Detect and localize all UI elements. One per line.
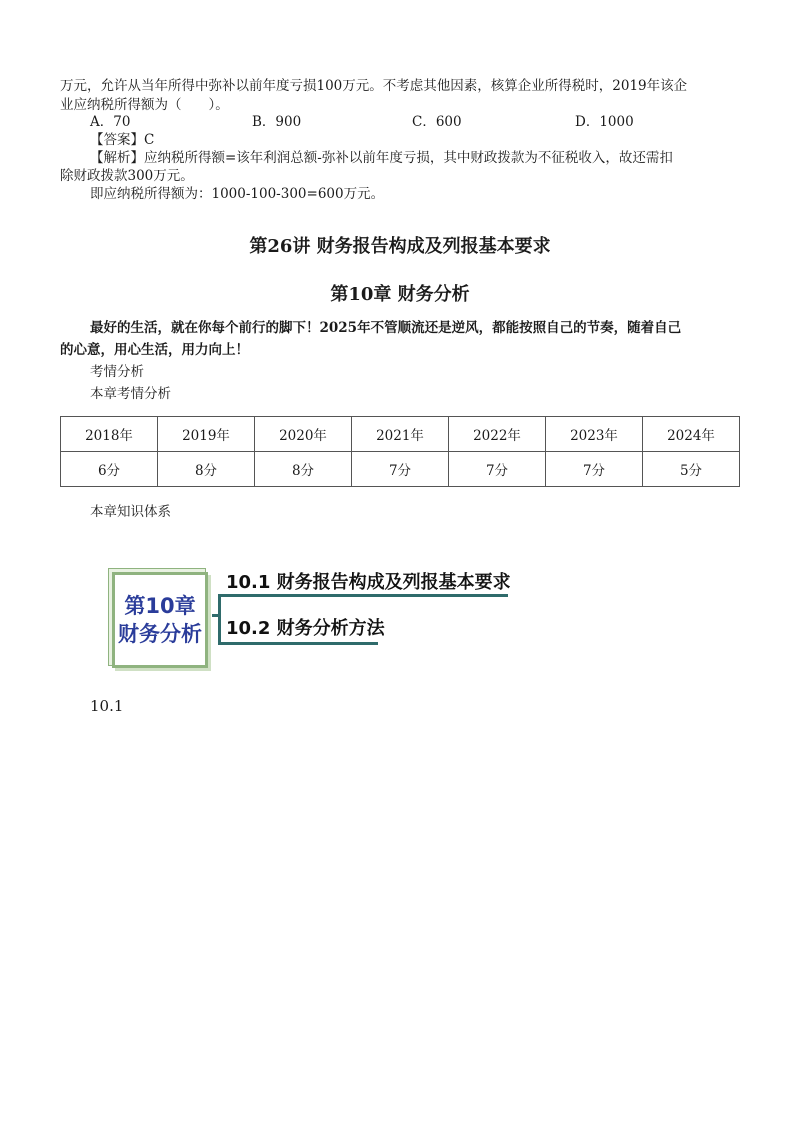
chapter-box: [112, 572, 208, 668]
table-row-years: [61, 417, 740, 452]
branch-10-1-label: 10.1 财务报告构成及列报基本要求: [226, 572, 511, 593]
table-cell-year: 2022年: [449, 417, 546, 452]
question-text-line-1: 万元，允许从当年所得中弥补以前年度亏损100万元。不考虑其他因素，核算企业所得税时，2019年该企: [60, 78, 688, 94]
table-cell-score: 7分: [352, 452, 449, 487]
table-cell-year: 2020年: [255, 417, 352, 452]
table-cell-year: 2021年: [352, 417, 449, 452]
knowledge-structure-diagram: [108, 568, 518, 678]
table-cell-score: 5分: [643, 452, 740, 487]
connector-branch-1: [218, 594, 508, 597]
table-cell-score: 7分: [449, 452, 546, 487]
analysis-line-2: 除财政拨款300万元。: [60, 168, 194, 184]
connector-branch-2: [218, 642, 378, 645]
section-knowledge-heading: 本章知识体系: [90, 504, 171, 520]
table-cell-year: 2024年: [643, 417, 740, 452]
table-cell-year: 2019年: [158, 417, 255, 452]
answer-text: 【答案】C: [90, 132, 155, 148]
connector-vertical: [218, 594, 221, 644]
branch-10-2-label: 10.2 财务分析方法: [226, 618, 385, 639]
motto-line-2: 的心意，用心生活，用力向上！: [60, 342, 249, 358]
chapter-box-line-1: 第10章: [124, 594, 196, 618]
exam-score-table: [60, 416, 740, 487]
section-exam-subheading: 本章考情分析: [90, 386, 171, 402]
table-row-scores: [61, 452, 740, 487]
section-exam-heading: 考情分析: [90, 364, 144, 380]
table-cell-score: 8分: [158, 452, 255, 487]
table-cell-score: 7分: [546, 452, 643, 487]
motto-line-1: 最好的生活，就在你每个前行的脚下！2025年不管顺流还是逆风，都能按照自己的节奏，随着自己: [90, 320, 682, 336]
option-c: C．600: [412, 114, 462, 130]
table-cell-score: 6分: [61, 452, 158, 487]
option-a: A．70: [90, 114, 131, 130]
question-text-line-2: 业应纳税所得额为（ ）。: [60, 97, 229, 113]
analysis-line-1: 【解析】应纳税所得额=该年利润总额-弥补以前年度亏损，其中财政拨款为不征税收入，故还需扣: [90, 150, 673, 166]
lecture-title: 第26讲 财务报告构成及列报基本要求: [249, 236, 551, 257]
option-b: B．900: [252, 114, 302, 130]
chapter-title: 第10章 财务分析: [330, 284, 470, 305]
chapter-box-line-2: 财务分析: [118, 622, 202, 646]
analysis-line-3: 即应纳税所得额为：1000-100-300=600万元。: [90, 186, 385, 202]
table-cell-year: 2023年: [546, 417, 643, 452]
table-cell-year: 2018年: [61, 417, 158, 452]
section-10-1-label: 10.1: [90, 697, 124, 715]
option-d: D．1000: [575, 114, 634, 130]
table-cell-score: 8分: [255, 452, 352, 487]
